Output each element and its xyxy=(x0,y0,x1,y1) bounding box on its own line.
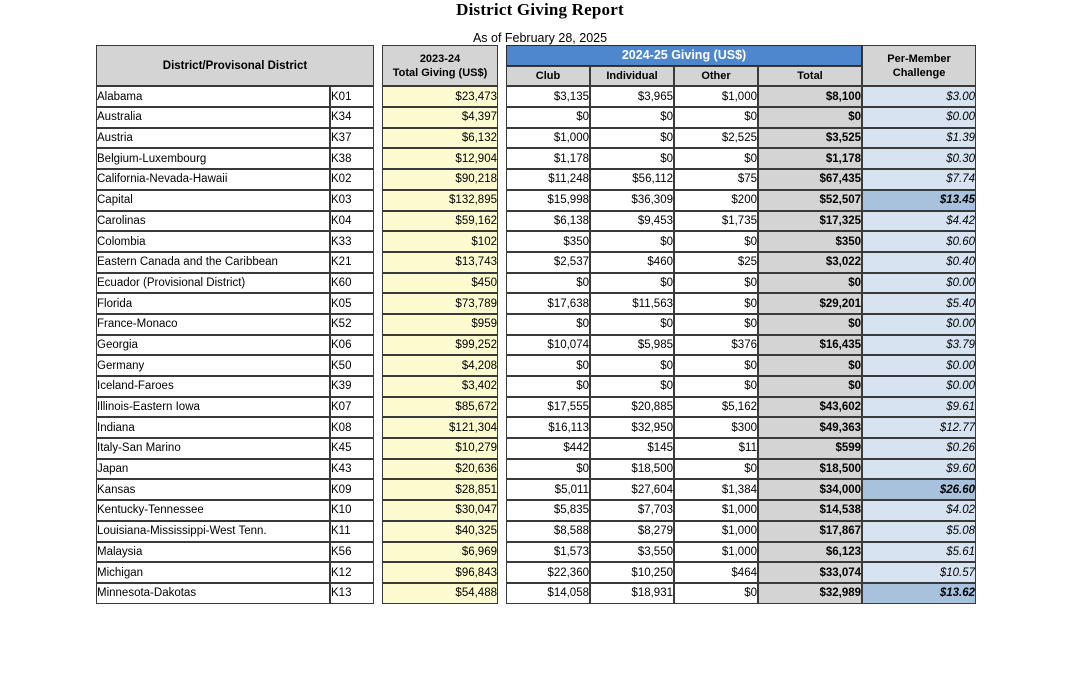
spacer-1 xyxy=(374,128,382,149)
cell-total: $0 xyxy=(758,355,862,376)
cell-prev-total: $3,402 xyxy=(382,376,498,397)
cell-individual: $460 xyxy=(590,252,674,273)
spacer-1 xyxy=(374,252,382,273)
cell-per-member-challenge: $12.77 xyxy=(862,417,976,438)
cell-other: $0 xyxy=(674,355,758,376)
cell-prev-total: $40,325 xyxy=(382,521,498,542)
spacer-1 xyxy=(374,190,382,211)
cell-prev-total: $10,279 xyxy=(382,438,498,459)
cell-total: $52,507 xyxy=(758,190,862,211)
cell-district-name: Florida xyxy=(96,293,330,314)
cell-club: $17,555 xyxy=(506,397,590,418)
cell-per-member-challenge: $4.02 xyxy=(862,500,976,521)
table-row xyxy=(96,107,976,128)
cell-individual: $3,965 xyxy=(590,86,674,107)
cell-club: $11,248 xyxy=(506,169,590,190)
spacer-1 xyxy=(374,562,382,583)
cell-per-member-challenge: $13.45 xyxy=(862,190,976,211)
cell-individual: $0 xyxy=(590,148,674,169)
col-header-prev-total xyxy=(382,45,498,86)
cell-other: $1,000 xyxy=(674,86,758,107)
spacer-1 xyxy=(374,169,382,190)
cell-prev-total: $28,851 xyxy=(382,479,498,500)
cell-total: $33,074 xyxy=(758,562,862,583)
cell-total: $0 xyxy=(758,107,862,128)
cell-per-member-challenge: $26.60 xyxy=(862,479,976,500)
cell-other: $5,162 xyxy=(674,397,758,418)
cell-prev-total: $4,208 xyxy=(382,355,498,376)
cell-club: $22,360 xyxy=(506,562,590,583)
table-row xyxy=(96,479,976,500)
col-header-prev-line1: 2023-24 xyxy=(419,52,461,65)
page-title: District Giving Report xyxy=(456,0,624,19)
cell-per-member-challenge: $4.42 xyxy=(862,211,976,232)
spacer-1 xyxy=(374,479,382,500)
cell-prev-total: $13,743 xyxy=(382,252,498,273)
spacer-2 xyxy=(498,438,506,459)
cell-total: $0 xyxy=(758,376,862,397)
spacer-2 xyxy=(498,107,506,128)
cell-total: $49,363 xyxy=(758,417,862,438)
cell-district-name: Ecuador (Provisional District) xyxy=(96,273,330,294)
table-row xyxy=(96,128,976,149)
cell-per-member-challenge: $13.62 xyxy=(862,583,976,604)
header-row-top xyxy=(96,45,976,66)
district-giving-table-wrap xyxy=(96,45,976,604)
cell-district-name: Kentucky-Tennessee xyxy=(96,500,330,521)
cell-other: $1,000 xyxy=(674,542,758,563)
cell-district-name: Italy-San Marino xyxy=(96,438,330,459)
cell-club: $0 xyxy=(506,376,590,397)
cell-prev-total: $23,473 xyxy=(382,86,498,107)
cell-district-code: K10 xyxy=(330,500,374,521)
cell-per-member-challenge: $0.26 xyxy=(862,438,976,459)
cell-district-code: K06 xyxy=(330,335,374,356)
cell-individual: $18,500 xyxy=(590,459,674,480)
col-header-giving-group: 2024-25 Giving (US$) xyxy=(506,45,862,66)
cell-district-code: K34 xyxy=(330,107,374,128)
cell-individual: $32,950 xyxy=(590,417,674,438)
spacer-1 xyxy=(374,583,382,604)
cell-club: $6,138 xyxy=(506,211,590,232)
spacer-1 xyxy=(374,355,382,376)
col-header-pmc-line2: Challenge xyxy=(892,66,946,79)
cell-district-name: Carolinas xyxy=(96,211,330,232)
cell-individual: $3,550 xyxy=(590,542,674,563)
cell-club: $0 xyxy=(506,314,590,335)
table-row xyxy=(96,169,976,190)
cell-district-code: K13 xyxy=(330,583,374,604)
cell-club: $350 xyxy=(506,231,590,252)
cell-per-member-challenge: $10.57 xyxy=(862,562,976,583)
cell-district-name: Austria xyxy=(96,128,330,149)
cell-district-code: K39 xyxy=(330,376,374,397)
cell-per-member-challenge: $5.40 xyxy=(862,293,976,314)
spacer-1 xyxy=(374,438,382,459)
cell-club: $0 xyxy=(506,355,590,376)
cell-per-member-challenge: $0.00 xyxy=(862,107,976,128)
cell-district-name: Georgia xyxy=(96,335,330,356)
spacer-1 xyxy=(374,293,382,314)
cell-district-code: K09 xyxy=(330,479,374,500)
cell-individual: $18,931 xyxy=(590,583,674,604)
cell-other: $0 xyxy=(674,459,758,480)
cell-club: $5,011 xyxy=(506,479,590,500)
cell-club: $0 xyxy=(506,107,590,128)
cell-individual: $0 xyxy=(590,273,674,294)
col-header-other: Other xyxy=(674,66,758,87)
cell-individual: $145 xyxy=(590,438,674,459)
cell-district-code: K33 xyxy=(330,231,374,252)
cell-prev-total: $121,304 xyxy=(382,417,498,438)
cell-total: $3,525 xyxy=(758,128,862,149)
spacer-2 xyxy=(498,355,506,376)
spacer-2 xyxy=(498,542,506,563)
cell-district-name: Iceland-Faroes xyxy=(96,376,330,397)
spacer-2 xyxy=(498,128,506,149)
cell-total: $17,867 xyxy=(758,521,862,542)
cell-district-name: Alabama xyxy=(96,86,330,107)
cell-individual: $8,279 xyxy=(590,521,674,542)
cell-per-member-challenge: $5.08 xyxy=(862,521,976,542)
cell-district-name: Michigan xyxy=(96,562,330,583)
cell-other: $300 xyxy=(674,417,758,438)
spacer-1 xyxy=(374,521,382,542)
cell-individual: $20,885 xyxy=(590,397,674,418)
cell-prev-total: $30,047 xyxy=(382,500,498,521)
cell-prev-total: $102 xyxy=(382,231,498,252)
cell-other: $11 xyxy=(674,438,758,459)
report-asof-date: As of February 28, 2025 xyxy=(472,31,608,45)
table-row xyxy=(96,583,976,604)
spacer-2 xyxy=(498,148,506,169)
cell-prev-total: $90,218 xyxy=(382,169,498,190)
spacer-1 xyxy=(374,417,382,438)
cell-club: $16,113 xyxy=(506,417,590,438)
cell-district-code: K11 xyxy=(330,521,374,542)
table-row xyxy=(96,211,976,232)
cell-per-member-challenge: $1.39 xyxy=(862,128,976,149)
spacer-2 xyxy=(498,583,506,604)
cell-total: $29,201 xyxy=(758,293,862,314)
cell-total: $599 xyxy=(758,438,862,459)
cell-other: $1,000 xyxy=(674,500,758,521)
cell-total: $32,989 xyxy=(758,583,862,604)
cell-club: $17,638 xyxy=(506,293,590,314)
cell-other: $25 xyxy=(674,252,758,273)
cell-district-code: K05 xyxy=(330,293,374,314)
spacer-1 xyxy=(374,335,382,356)
cell-district-name: California-Nevada-Hawaii xyxy=(96,169,330,190)
cell-per-member-challenge: $5.61 xyxy=(862,542,976,563)
cell-district-name: Indiana xyxy=(96,417,330,438)
cell-per-member-challenge: $0.00 xyxy=(862,355,976,376)
cell-district-name: Colombia xyxy=(96,231,330,252)
table-row xyxy=(96,273,976,294)
table-body xyxy=(96,86,976,603)
cell-prev-total: $20,636 xyxy=(382,459,498,480)
cell-prev-total: $96,843 xyxy=(382,562,498,583)
spacer-1 xyxy=(374,459,382,480)
cell-district-code: K04 xyxy=(330,211,374,232)
table-row xyxy=(96,562,976,583)
cell-per-member-challenge: $0.00 xyxy=(862,376,976,397)
table-row xyxy=(96,355,976,376)
cell-total: $350 xyxy=(758,231,862,252)
cell-individual: $10,250 xyxy=(590,562,674,583)
spacer-2 xyxy=(498,86,506,107)
table-row xyxy=(96,86,976,107)
col-header-individual: Individual xyxy=(590,66,674,87)
table-row xyxy=(96,417,976,438)
cell-district-name: France-Monaco xyxy=(96,314,330,335)
table-row xyxy=(96,542,976,563)
cell-other: $0 xyxy=(674,273,758,294)
cell-club: $1,573 xyxy=(506,542,590,563)
spacer-2 xyxy=(498,459,506,480)
cell-district-code: K52 xyxy=(330,314,374,335)
cell-district-name: Illinois-Eastern Iowa xyxy=(96,397,330,418)
cell-prev-total: $959 xyxy=(382,314,498,335)
spacer-2 xyxy=(498,562,506,583)
spacer-1 xyxy=(374,211,382,232)
cell-other: $200 xyxy=(674,190,758,211)
cell-individual: $9,453 xyxy=(590,211,674,232)
cell-district-name: Malaysia xyxy=(96,542,330,563)
cell-district-name: Belgium-Luxembourg xyxy=(96,148,330,169)
spacer-2 xyxy=(498,397,506,418)
cell-individual: $5,985 xyxy=(590,335,674,356)
cell-district-code: K12 xyxy=(330,562,374,583)
cell-club: $5,835 xyxy=(506,500,590,521)
cell-other: $0 xyxy=(674,583,758,604)
table-row xyxy=(96,500,976,521)
cell-per-member-challenge: $9.61 xyxy=(862,397,976,418)
spacer-2 xyxy=(498,376,506,397)
cell-individual: $0 xyxy=(590,231,674,252)
cell-total: $34,000 xyxy=(758,479,862,500)
spacer-1 xyxy=(374,542,382,563)
spacer-1 xyxy=(374,86,382,107)
cell-district-name: Minnesota-Dakotas xyxy=(96,583,330,604)
cell-total: $3,022 xyxy=(758,252,862,273)
cell-district-code: K60 xyxy=(330,273,374,294)
cell-per-member-challenge: $9.60 xyxy=(862,459,976,480)
cell-district-code: K45 xyxy=(330,438,374,459)
spacer-2 xyxy=(498,169,506,190)
cell-total: $0 xyxy=(758,273,862,294)
spacer-1 xyxy=(374,397,382,418)
table-row xyxy=(96,376,976,397)
table-row xyxy=(96,314,976,335)
table-header xyxy=(96,45,976,86)
table-row xyxy=(96,231,976,252)
cell-prev-total: $85,672 xyxy=(382,397,498,418)
cell-other: $0 xyxy=(674,148,758,169)
spacer-2 xyxy=(498,335,506,356)
spacer-2 xyxy=(498,314,506,335)
spacer-1 xyxy=(374,231,382,252)
cell-prev-total: $73,789 xyxy=(382,293,498,314)
cell-other: $1,384 xyxy=(674,479,758,500)
col-header-pmc-line1: Per-Member xyxy=(887,52,951,65)
cell-other: $0 xyxy=(674,314,758,335)
cell-district-name: Australia xyxy=(96,107,330,128)
cell-other: $2,525 xyxy=(674,128,758,149)
title-block xyxy=(0,0,1080,46)
cell-club: $10,074 xyxy=(506,335,590,356)
spacer-2 xyxy=(498,231,506,252)
cell-other: $75 xyxy=(674,169,758,190)
cell-per-member-challenge: $0.60 xyxy=(862,231,976,252)
cell-individual: $7,703 xyxy=(590,500,674,521)
cell-club: $15,998 xyxy=(506,190,590,211)
district-giving-table xyxy=(96,45,976,604)
spacer-2 xyxy=(498,500,506,521)
cell-district-code: K38 xyxy=(330,148,374,169)
cell-other: $1,000 xyxy=(674,521,758,542)
cell-individual: $0 xyxy=(590,355,674,376)
cell-other: $464 xyxy=(674,562,758,583)
col-header-club: Club xyxy=(506,66,590,87)
cell-district-code: K21 xyxy=(330,252,374,273)
spacer-2 xyxy=(498,190,506,211)
cell-prev-total: $132,895 xyxy=(382,190,498,211)
table-row xyxy=(96,397,976,418)
cell-club: $1,000 xyxy=(506,128,590,149)
cell-district-code: K08 xyxy=(330,417,374,438)
col-header-district: District/Provisonal District xyxy=(96,45,374,86)
cell-other: $0 xyxy=(674,107,758,128)
cell-prev-total: $6,969 xyxy=(382,542,498,563)
cell-district-code: K07 xyxy=(330,397,374,418)
cell-total: $67,435 xyxy=(758,169,862,190)
cell-per-member-challenge: $0.30 xyxy=(862,148,976,169)
cell-individual: $0 xyxy=(590,128,674,149)
spacer-1 xyxy=(374,273,382,294)
table-row xyxy=(96,459,976,480)
cell-other: $1,735 xyxy=(674,211,758,232)
cell-individual: $0 xyxy=(590,314,674,335)
table-row xyxy=(96,148,976,169)
cell-other: $0 xyxy=(674,231,758,252)
cell-per-member-challenge: $0.40 xyxy=(862,252,976,273)
cell-prev-total: $6,132 xyxy=(382,128,498,149)
cell-club: $0 xyxy=(506,459,590,480)
spacer-2 xyxy=(498,479,506,500)
cell-district-name: Japan xyxy=(96,459,330,480)
table-row xyxy=(96,521,976,542)
cell-district-code: K02 xyxy=(330,169,374,190)
spacer-1 xyxy=(374,500,382,521)
spacer-2 xyxy=(498,273,506,294)
cell-prev-total: $59,162 xyxy=(382,211,498,232)
cell-district-name: Eastern Canada and the Caribbean xyxy=(96,252,330,273)
cell-per-member-challenge: $0.00 xyxy=(862,314,976,335)
spacer-1 xyxy=(374,148,382,169)
cell-total: $14,538 xyxy=(758,500,862,521)
spacer-1 xyxy=(374,314,382,335)
table-row xyxy=(96,252,976,273)
cell-club: $1,178 xyxy=(506,148,590,169)
cell-district-name: Louisiana-Mississippi-West Tenn. xyxy=(96,521,330,542)
cell-other: $376 xyxy=(674,335,758,356)
cell-per-member-challenge: $0.00 xyxy=(862,273,976,294)
cell-district-code: K50 xyxy=(330,355,374,376)
cell-individual: $11,563 xyxy=(590,293,674,314)
col-header-prev-line2: Total Giving (US$) xyxy=(392,66,488,79)
spacer-1 xyxy=(374,107,382,128)
cell-club: $2,537 xyxy=(506,252,590,273)
cell-total: $0 xyxy=(758,314,862,335)
spacer-1 xyxy=(374,45,382,86)
cell-district-code: K01 xyxy=(330,86,374,107)
cell-total: $6,123 xyxy=(758,542,862,563)
cell-other: $0 xyxy=(674,293,758,314)
cell-prev-total: $4,397 xyxy=(382,107,498,128)
cell-total: $43,602 xyxy=(758,397,862,418)
spacer-2 xyxy=(498,211,506,232)
spacer-2 xyxy=(498,293,506,314)
cell-total: $8,100 xyxy=(758,86,862,107)
spacer-2 xyxy=(498,252,506,273)
spacer-2 xyxy=(498,417,506,438)
spacer-2 xyxy=(498,45,506,86)
cell-other: $0 xyxy=(674,376,758,397)
table-row xyxy=(96,190,976,211)
cell-individual: $56,112 xyxy=(590,169,674,190)
cell-per-member-challenge: $3.00 xyxy=(862,86,976,107)
table-row xyxy=(96,293,976,314)
cell-total: $18,500 xyxy=(758,459,862,480)
cell-per-member-challenge: $3.79 xyxy=(862,335,976,356)
cell-prev-total: $99,252 xyxy=(382,335,498,356)
cell-club: $14,058 xyxy=(506,583,590,604)
table-row xyxy=(96,438,976,459)
cell-district-name: Germany xyxy=(96,355,330,376)
table-row xyxy=(96,335,976,356)
cell-prev-total: $54,488 xyxy=(382,583,498,604)
spacer-2 xyxy=(498,521,506,542)
cell-total: $16,435 xyxy=(758,335,862,356)
cell-prev-total: $12,904 xyxy=(382,148,498,169)
cell-district-code: K03 xyxy=(330,190,374,211)
col-header-total: Total xyxy=(758,66,862,87)
cell-prev-total: $450 xyxy=(382,273,498,294)
cell-club: $0 xyxy=(506,273,590,294)
cell-total: $1,178 xyxy=(758,148,862,169)
cell-club: $442 xyxy=(506,438,590,459)
cell-individual: $0 xyxy=(590,376,674,397)
cell-total: $17,325 xyxy=(758,211,862,232)
cell-per-member-challenge: $7.74 xyxy=(862,169,976,190)
cell-club: $3,135 xyxy=(506,86,590,107)
cell-district-name: Kansas xyxy=(96,479,330,500)
col-header-per-member-challenge xyxy=(862,45,976,86)
cell-club: $8,588 xyxy=(506,521,590,542)
cell-individual: $27,604 xyxy=(590,479,674,500)
cell-district-code: K37 xyxy=(330,128,374,149)
spacer-1 xyxy=(374,376,382,397)
cell-district-code: K43 xyxy=(330,459,374,480)
cell-individual: $36,309 xyxy=(590,190,674,211)
cell-district-name: Capital xyxy=(96,190,330,211)
cell-individual: $0 xyxy=(590,107,674,128)
cell-district-code: K56 xyxy=(330,542,374,563)
